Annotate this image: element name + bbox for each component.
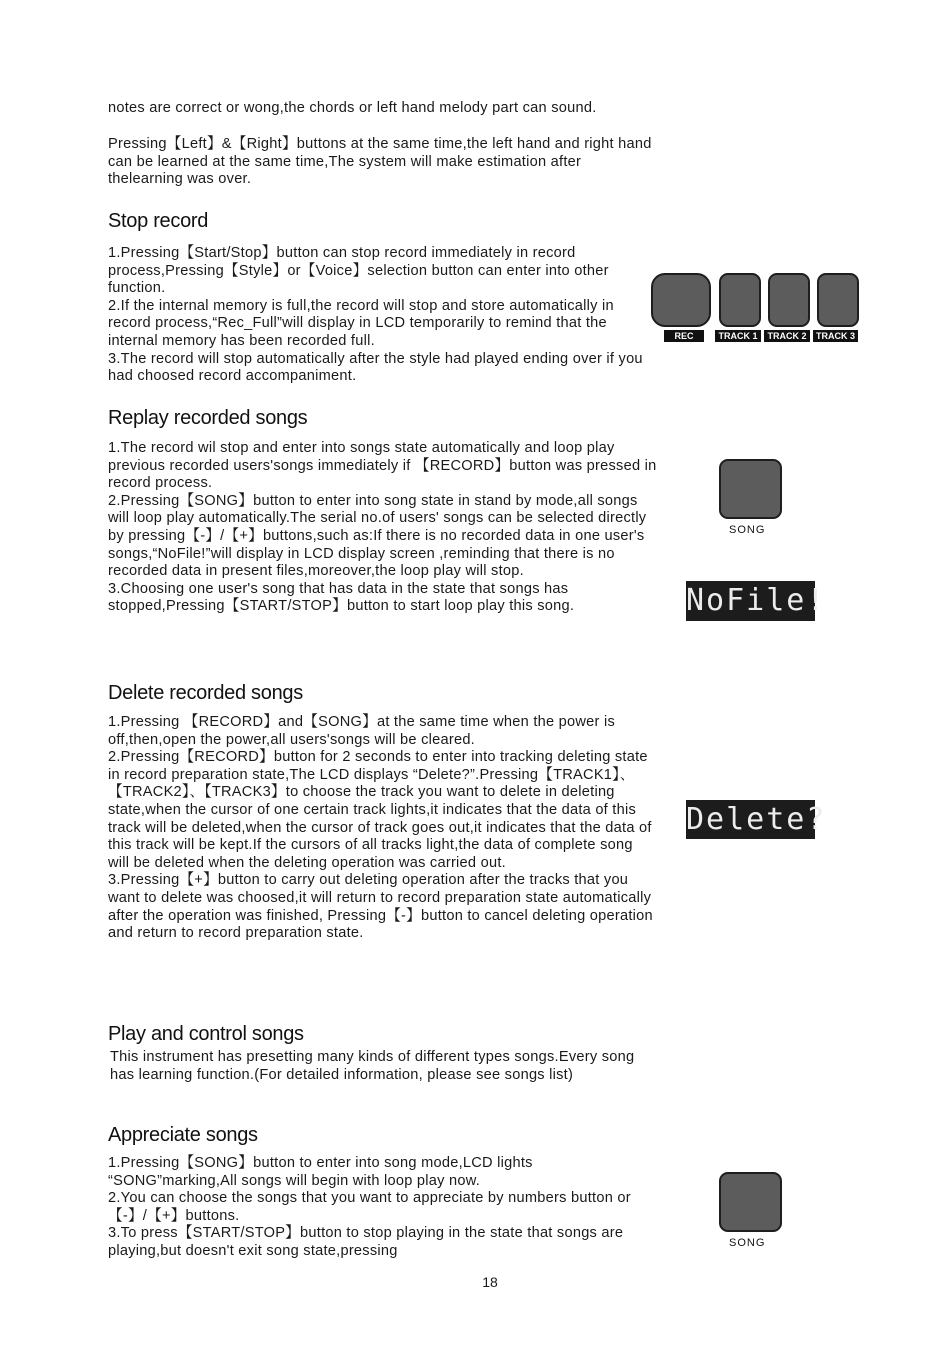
intro-paragraph-1: notes are correct or wong,the chords or left hand melody part can sound. — [108, 100, 597, 116]
delete-text: 1.Pressing 【RECORD】and【SONG】at the same time when the power is off,then,open the power,all users'songs will be cleared. 2.Pressing【RECORD】button for 2 seconds to enter into tracking deleting state in record preparation state,The LCD displays “Delete?”.Pressing【TRACK1】、【TRACK2】、【TRACK3】to choose the track you want to delete in deleting state,when the cursor of one certain track lights,it indicates that the data of this track will be deleted,when the cursor of track goes out,it indicates that the data of this track will be kept.If the cursors of all tracks light,the data of complete song will be deleted when the deleting operation was carried out. 3.Pressing【+】button to carry out deleting operation after the tracks that you want to delete was choosed,it will return to record preparation state automatically after the operation was finished, Pressing【-】button to cancel deleting operation and return to record preparation state. — [108, 714, 653, 942]
play-text: This instrument has presetting many kinds of different types songs.Every song has learning function.(For detailed information, please see songs list) — [110, 1049, 635, 1083]
heading-play-and-control-songs: Play and control songs — [108, 1023, 304, 1045]
rec-label: REC — [664, 330, 704, 342]
intro-paragraph-2: Pressing【Left】&【Right】buttons at the same time,the left hand and right hand can be learned at the same time,The system will make estimation after thelearning was over. — [108, 136, 652, 188]
lcd-nofile: NoFile! — [686, 581, 815, 621]
track3-button[interactable] — [817, 273, 859, 327]
heading-stop-record: Stop record — [108, 210, 209, 232]
heading-replay-recorded-songs: Replay recorded songs — [108, 407, 308, 429]
replay-text: 1.The record wil stop and enter into songs state automatically and loop play previous recorded users'songs immediately if 【RECORD】button was pressed in record process. 2.Pressing【SONG】button to enter into song state in stand by mode,all songs will loop play automatically.The serial no.of users' songs can be selected directly by pressing【-】/【+】buttons,such as:If there is no recorded data in one user's songs,“NoFile!”will display in LCD display screen ,reminding that there is no recorded data in present files,moreover,the loop play will stop. 3.Choosing one user's song that has data in the state that songs has stopped,Pressing【START/STOP】button to start loop play this song. — [108, 440, 657, 615]
song-button-2[interactable] — [719, 1172, 782, 1232]
song-button[interactable] — [719, 459, 782, 519]
lcd-delete: Delete? — [686, 802, 827, 837]
track1-label: TRACK 1 — [715, 330, 761, 342]
appreciate-text: 1.Pressing【SONG】button to enter into song mode,LCD lights “SONG”marking,All songs will begin with loop play now. 2.You can choose the songs that you want to appreciate by numbers button or【-】/【+】buttons. 3.To press【START/STOP】button to stop playing in the state that songs are playing,but doesn't exit song state,pressing — [108, 1155, 631, 1259]
track2-label: TRACK 2 — [764, 330, 810, 342]
song-button-2-label: SONG — [729, 1237, 766, 1249]
track3-label: TRACK 3 — [813, 330, 858, 342]
song-button-label: SONG — [729, 524, 766, 536]
heading-appreciate-songs: Appreciate songs — [108, 1124, 258, 1146]
stop-record-text: 1.Pressing【Start/Stop】button can stop record immediately in record process,Pressing【Style】or【Voice】selection button can enter into other function. 2.If the internal memory is full,the record will stop and store automatically in record process,“Rec_Full”will display in LCD temporarily to remind that the internal memory has been recorded full. 3.The record will stop automatically after the style had played ending over if you had choosed record accompaniment. — [108, 245, 643, 385]
rec-button[interactable] — [651, 273, 711, 327]
page-number: 18 — [482, 1274, 498, 1290]
track2-button[interactable] — [768, 273, 810, 327]
heading-delete-recorded-songs: Delete recorded songs — [108, 682, 303, 704]
track1-button[interactable] — [719, 273, 761, 327]
